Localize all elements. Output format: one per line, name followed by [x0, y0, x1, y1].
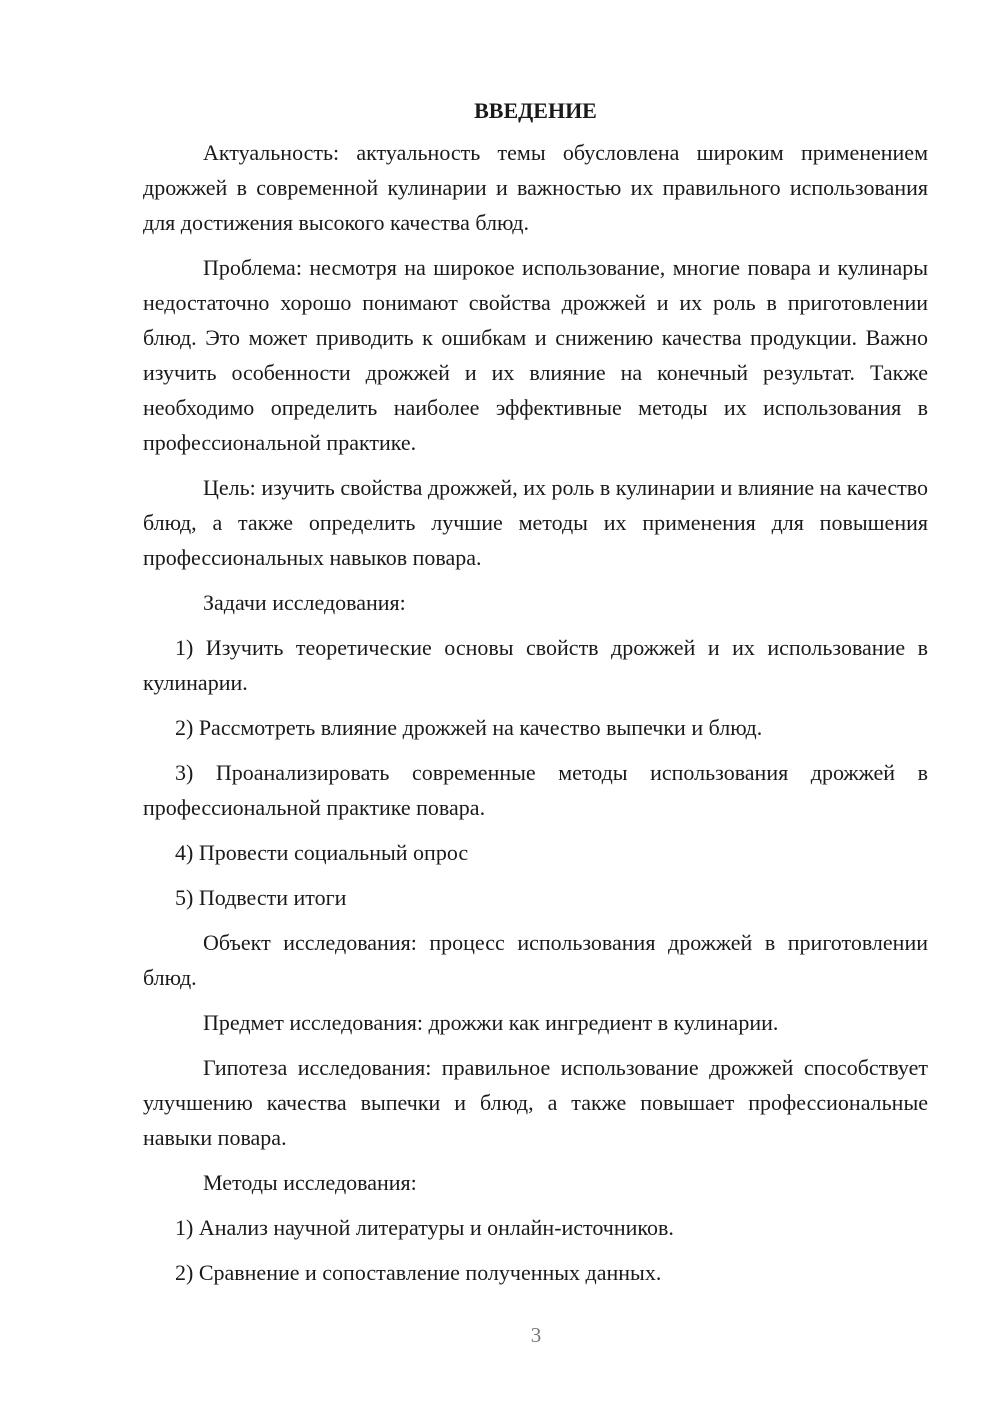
paragraph-tasks-heading: Задачи исследования:	[203, 590, 406, 615]
method-item-2: 2) Сравнение и сопоставление полученных данных.	[175, 1260, 662, 1285]
page-number: 3	[530, 1323, 542, 1347]
page-content	[143, 92, 928, 1290]
paragraph-object: Объект исследования: процесс использования дрожжей в приготовлении блюд.	[143, 930, 928, 990]
paragraph-methods-heading: Методы исследования:	[203, 1170, 417, 1195]
paragraph-problem: Проблема: несмотря на широкое использование, многие повара и кулинары недостаточно хорошо понимают свойства дрожжей и их роль в приготовлении блюд. Это может приводить к ошибкам и снижению качества продукции. Важно изучить особенности дрожжей и их влияние на конечный результат. Также необходимо определить наиболее эффективные методы их использования в профессиональной практике.	[143, 255, 928, 455]
task-item-3: 3) Проанализировать современные методы использования дрожжей в профессиональной практике повара.	[143, 760, 928, 820]
task-item-4: 4) Провести социальный опрос	[175, 840, 469, 865]
paragraph-goal: Цель: изучить свойства дрожжей, их роль в кулинарии и влияние на качество блюд, а также определить лучшие методы их применения для повышения профессиональных навыков повара.	[143, 475, 928, 570]
paragraph-subject: Предмет исследования: дрожжи как ингредиент в кулинарии.	[203, 1010, 779, 1035]
task-item-2: 2) Рассмотреть влияние дрожжей на качество выпечки и блюд.	[175, 715, 763, 740]
method-item-1: 1) Анализ научной литературы и онлайн-источников.	[175, 1215, 674, 1240]
paragraph-hypothesis: Гипотеза исследования: правильное использование дрожжей способствует улучшению качества выпечки и блюд, а также повышает профессиональные навыки повара.	[143, 1055, 928, 1150]
paragraph-relevance: Актуальность: актуальность темы обусловлена широким применением дрожжей в современной кулинарии и важностью их правильного использования для достижения высокого качества блюд.	[143, 140, 928, 235]
page-title: ВВЕДЕНИЕ	[474, 98, 597, 123]
task-item-1: 1) Изучить теоретические основы свойств дрожжей и их использование в кулинарии.	[143, 635, 928, 695]
task-item-5: 5) Подвести итоги	[175, 885, 347, 910]
